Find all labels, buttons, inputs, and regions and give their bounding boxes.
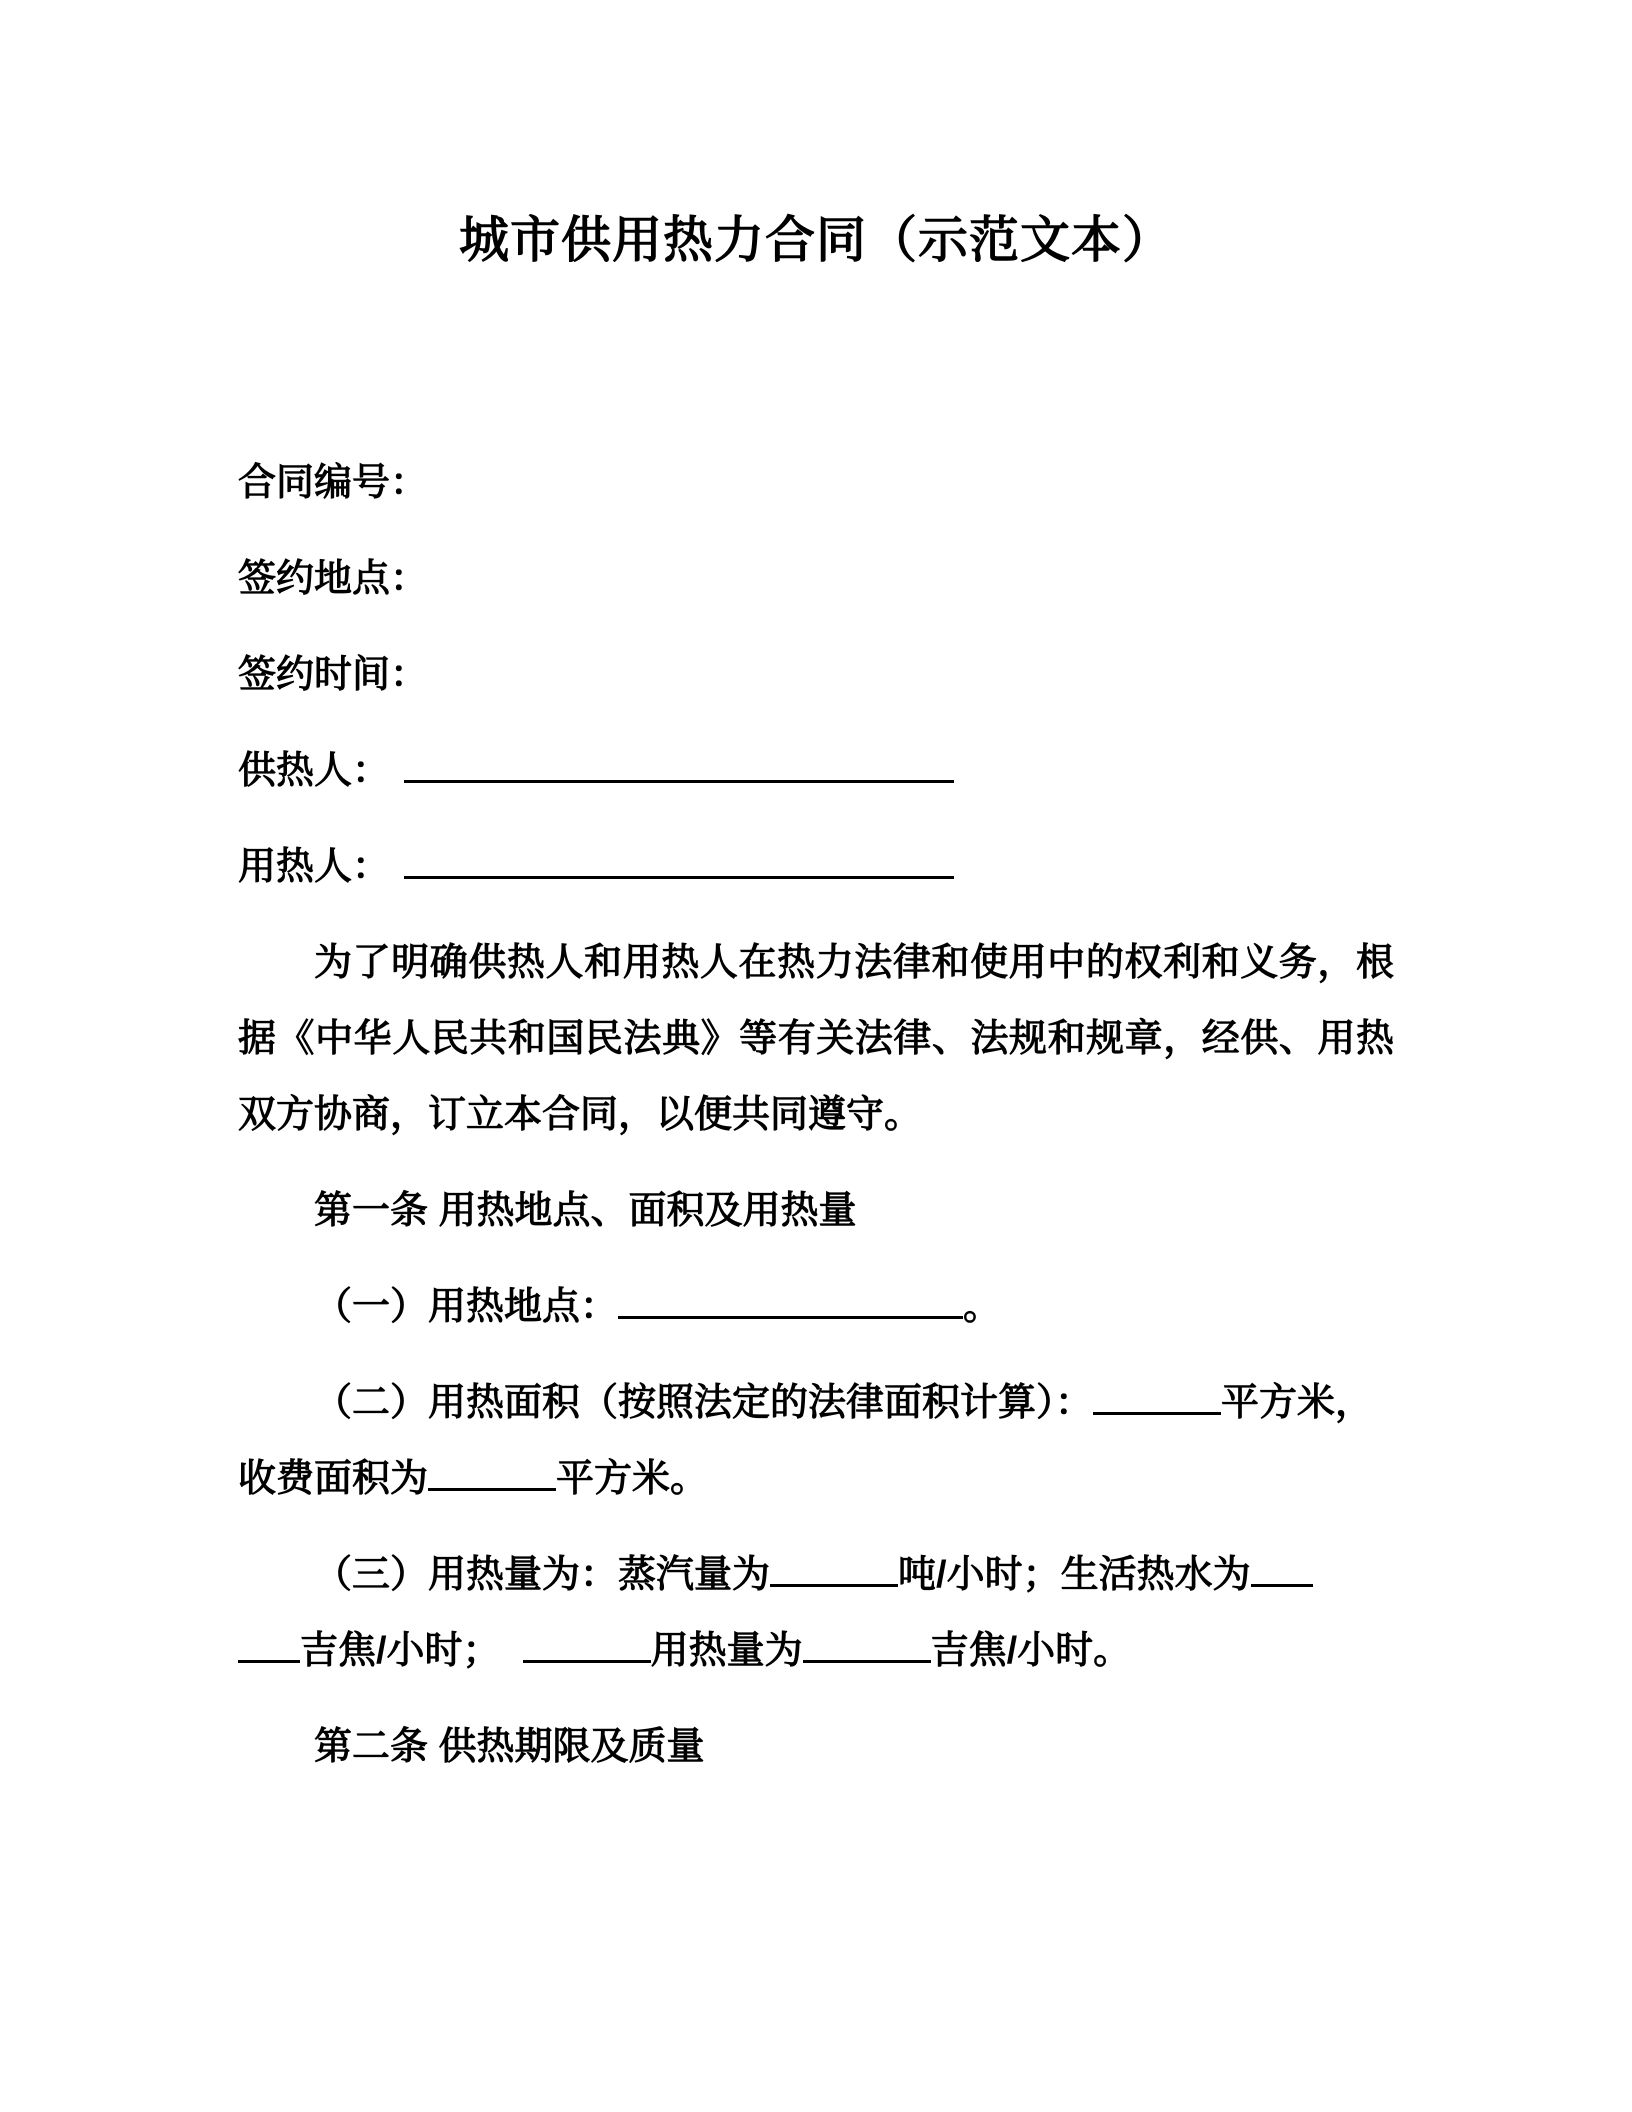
article1-item2-text2: 平方米， <box>1221 1382 1374 1424</box>
heat-supplier-blank-line <box>404 744 954 783</box>
article1-item1-period: 。 <box>963 1286 1002 1328</box>
article1-item2-line2 <box>238 1441 1394 1517</box>
article1-item2-line1 <box>238 1365 1394 1441</box>
heat-type-blank-line <box>523 1624 651 1663</box>
article1-item3-text2: 吨/小时；生活热水为 <box>898 1554 1251 1596</box>
signing-place-line <box>238 541 1394 617</box>
heat-amount-blank-line <box>803 1624 931 1663</box>
article2-heading: 第二条 供热期限及质量 <box>314 1726 705 1768</box>
steam-amount-blank-line <box>770 1548 898 1587</box>
heat-supplier-line <box>238 733 1394 809</box>
article1-item1-line <box>238 1269 1394 1345</box>
heat-user-label: 用热人： <box>238 846 391 888</box>
article1-item3-line1 <box>238 1537 1394 1613</box>
article1-item2-text1: （二）用热面积（按照法定的法律面积计算）： <box>314 1382 1094 1424</box>
heat-location-blank-line <box>618 1280 963 1319</box>
charge-area-blank-line <box>428 1452 556 1491</box>
contract-number-line <box>238 445 1394 521</box>
article1-item2-text4: 平方米。 <box>556 1458 709 1500</box>
document-title: 城市供用热力合同（示范文本） <box>459 212 1173 268</box>
article1-heading: 第一条 用热地点、面积及用热量 <box>314 1190 857 1232</box>
heat-area-blank-line <box>1093 1376 1221 1415</box>
article1-item1-text: （一）用热地点： <box>314 1286 619 1328</box>
signing-place-label: 签约地点： <box>238 558 429 600</box>
contract-number-label: 合同编号： <box>238 462 429 504</box>
preamble-paragraph: 为了明确供热人和用热人在热力法律和使用中的权利和义务，根据《中华人民共和国民法典》等有关法律、法规和规章，经供、用热双方协商，订立本合同，以便共同遵守。 <box>238 942 1394 1136</box>
signing-time-line <box>238 637 1394 713</box>
article1-item3-text4: 用热量为 <box>650 1630 803 1672</box>
signing-time-label: 签约时间： <box>238 654 429 696</box>
hot-water-blank-line-part2 <box>238 1624 300 1663</box>
article1-item2-text3: 收费面积为 <box>238 1458 429 1500</box>
article1-item3-line2 <box>238 1613 1394 1689</box>
heat-supplier-label: 供热人： <box>238 750 391 792</box>
heat-user-blank-line <box>404 840 954 879</box>
heat-user-line <box>238 829 1394 905</box>
article1-item3-text5: 吉焦/小时。 <box>930 1630 1132 1672</box>
article1-item3-text3: 吉焦/小时； <box>300 1630 501 1672</box>
hot-water-blank-line-part1 <box>1251 1548 1313 1587</box>
article1-item3-text1: （三）用热量为：蒸汽量为 <box>314 1554 771 1596</box>
